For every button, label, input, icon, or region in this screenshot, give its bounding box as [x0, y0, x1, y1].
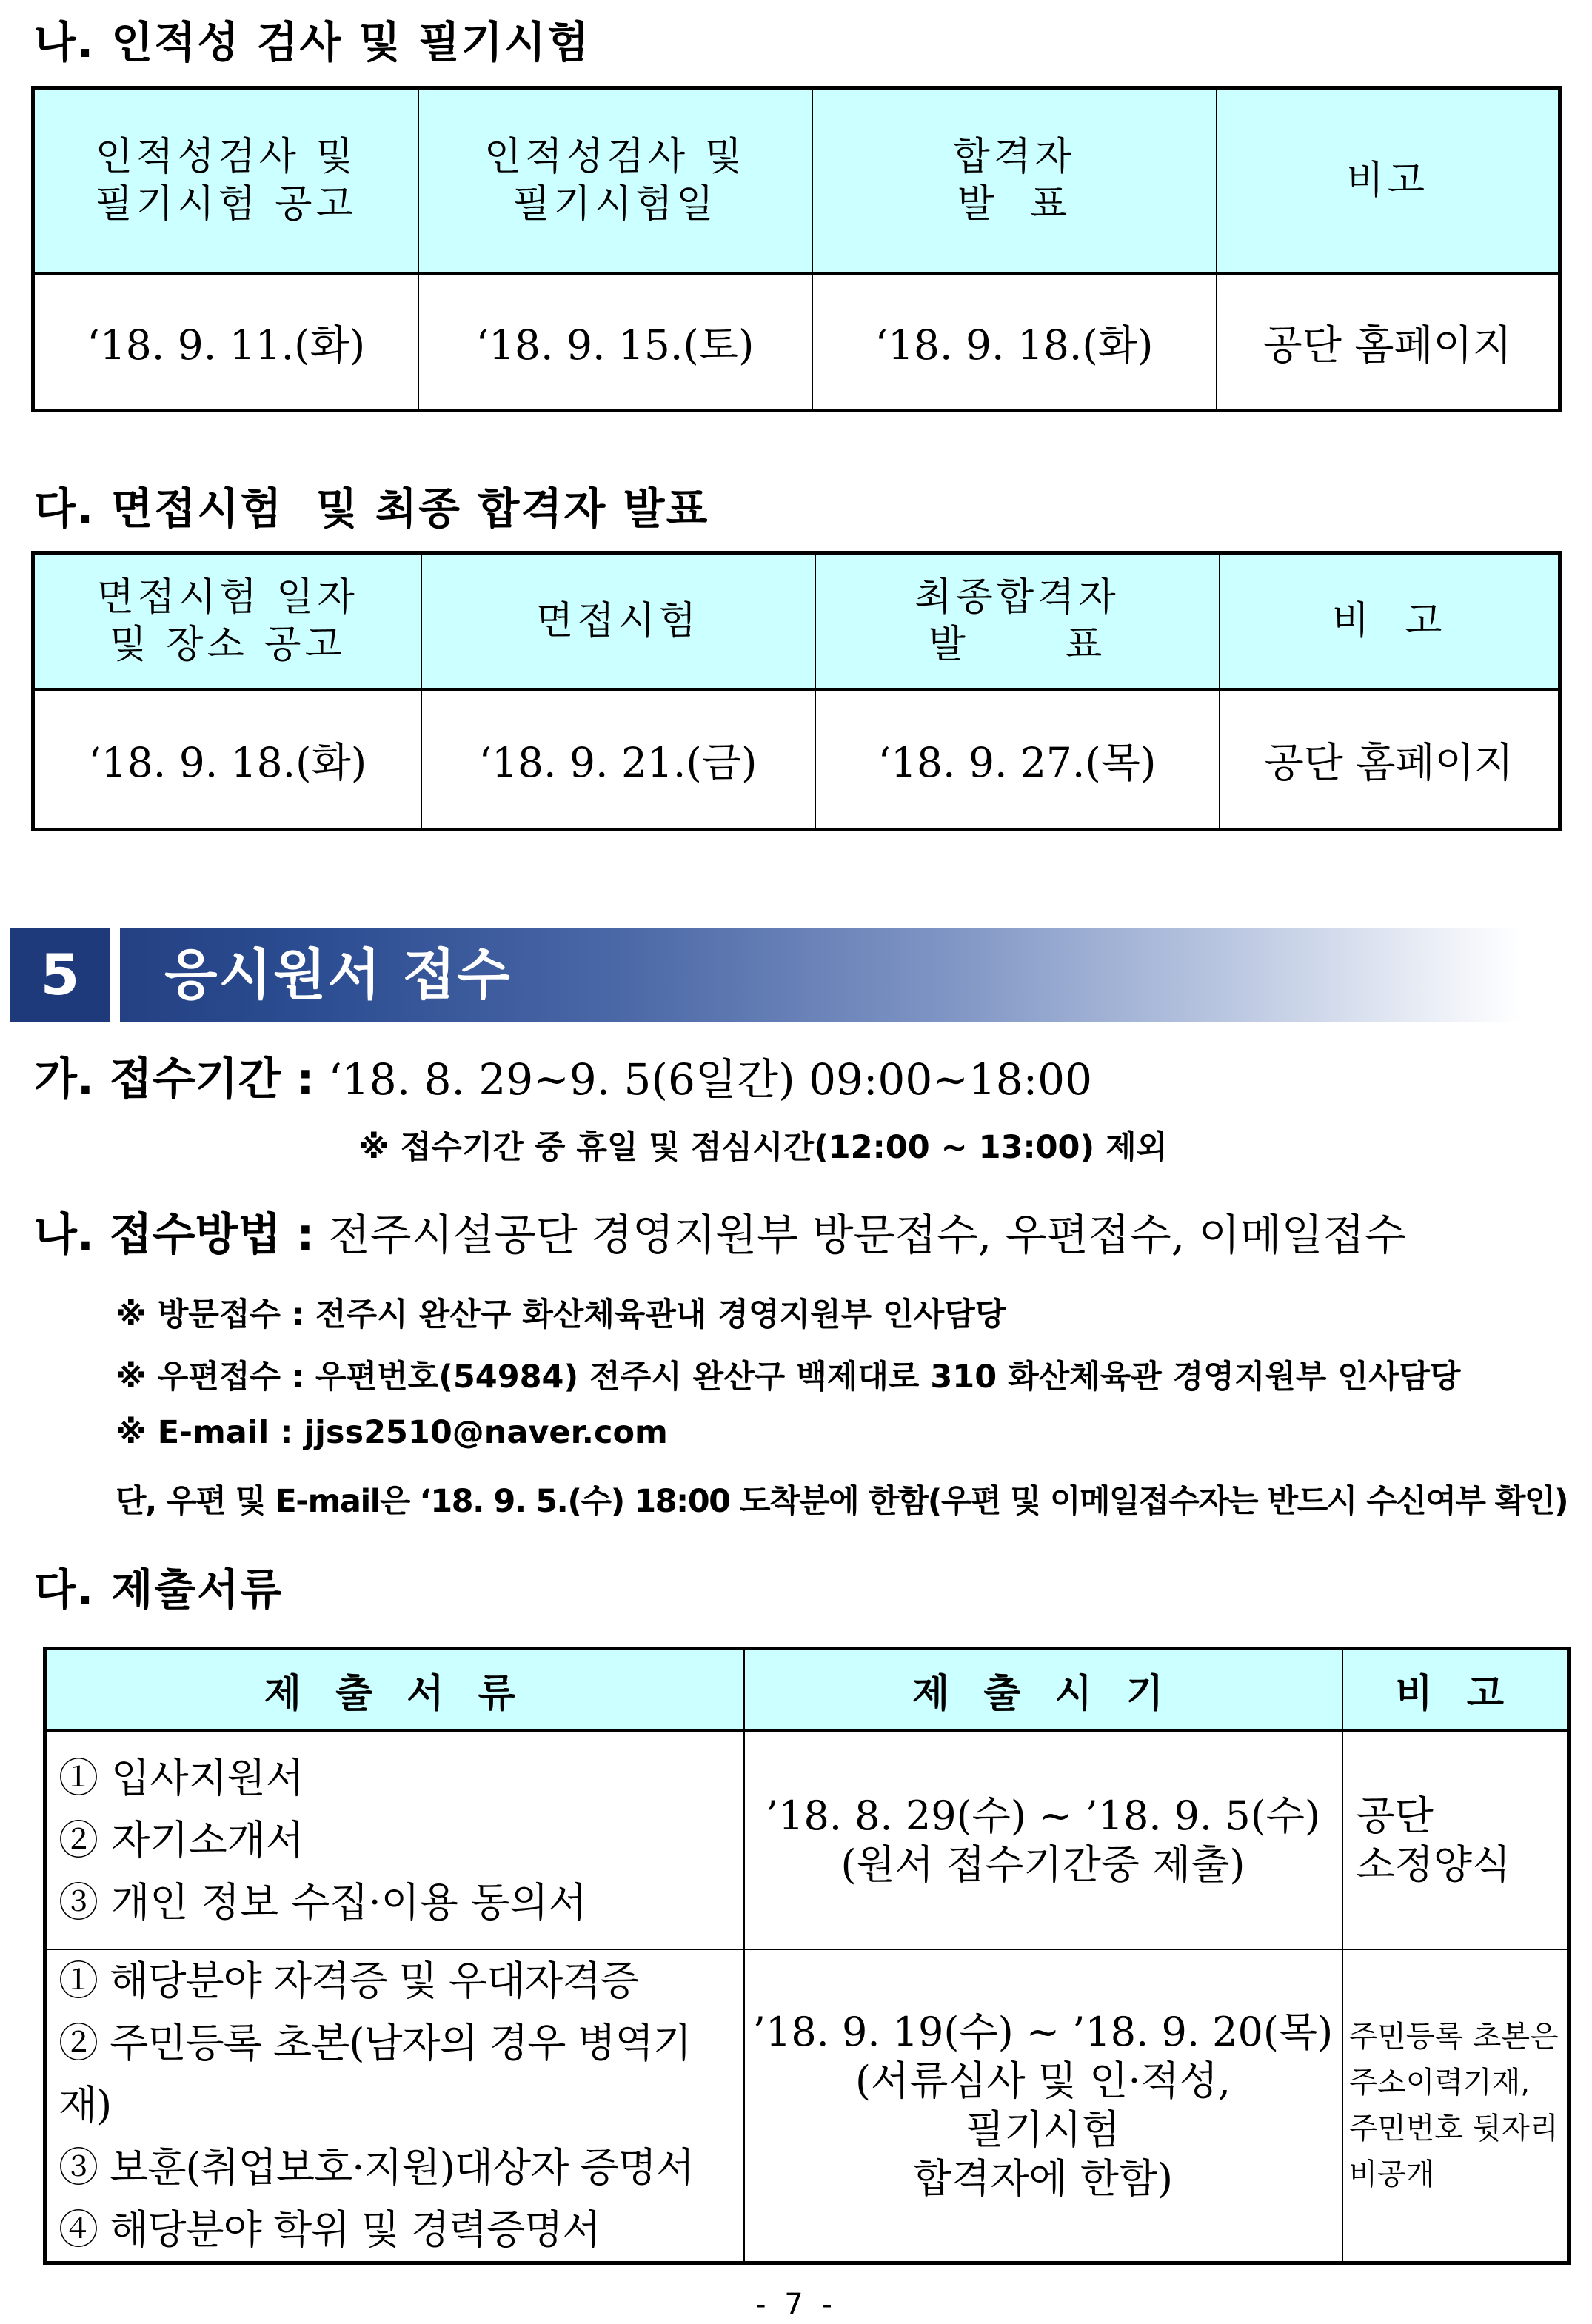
header-cell: 인적성검사 및 필기시험 공고	[33, 88, 418, 273]
doc-remark-cell: 공단 소정양식	[1342, 1730, 1569, 1949]
header-cell: 인적성검사 및 필기시험일	[418, 88, 812, 273]
value-cell: ‘18. 9. 21.(금)	[421, 689, 815, 830]
header-cell: 최종합격자 발 표	[815, 553, 1220, 689]
method-label: 나. 접수방법 :	[34, 1209, 315, 1261]
schedule-table-interview	[31, 551, 1562, 831]
page-number: - 7 -	[755, 2288, 837, 2322]
section-da-title: 다. 면접시험 및 최종 합격자 발표	[34, 483, 709, 534]
period-label: 가. 접수기간 :	[34, 1054, 315, 1105]
header-cell: 면접시험	[421, 553, 815, 689]
header-cell: 비 고	[1342, 1649, 1569, 1731]
period-line	[34, 1044, 1092, 1108]
period-value: ‘18. 8. 29~9. 5(6일간) 09:00∼18:00	[328, 1054, 1092, 1105]
doc-items-cell: ① 입사지원서 ② 자기소개서 ③ 개인 정보 수집·이용 동의서	[45, 1730, 744, 1949]
value-cell: ‘18. 9. 18.(화)	[812, 273, 1217, 411]
table-row	[45, 1730, 1569, 1949]
doc-remark-cell: 주민등록 초본은 주소이력기재, 주민번호 뒷자리 비공개	[1342, 1949, 1569, 2263]
method-line	[34, 1199, 1406, 1263]
documents-table	[43, 1647, 1571, 2265]
table-row	[45, 1949, 1569, 2263]
section-na-title: 나. 인적성 검사 및 필기시험	[34, 17, 591, 67]
value-cell: 공단 홈페이지	[1220, 689, 1560, 830]
section-5-banner	[10, 928, 1521, 1022]
docs-title: 다. 제출서류	[34, 1564, 284, 1615]
section-5-title: 응시원서 접수	[164, 943, 512, 1007]
method-note-post: ※ 우편접수 : 우편번호(54984) 전주시 완산구 백제대로 310 화산체육관 경영지원부 인사담당	[116, 1359, 1461, 1396]
banner-divider	[110, 928, 120, 1022]
value-cell: ‘18. 9. 18.(화)	[33, 689, 421, 830]
doc-period-cell: ’18. 9. 19(수) ~ ’18. 9. 20(목) (서류심사 및 인·적성, 필기시험 합격자에 한함)	[744, 1949, 1342, 2263]
header-cell: 비 고	[1220, 553, 1560, 689]
method-value: 전주시설공단 경영지원부 방문접수, 우편접수, 이메일접수	[328, 1210, 1406, 1260]
header-cell: 합격자 발 표	[812, 88, 1217, 273]
value-cell: ‘18. 9. 11.(화)	[33, 273, 418, 411]
header-cell: 비고	[1217, 88, 1560, 273]
schedule-table-written	[31, 86, 1562, 412]
period-note: ※ 접수기간 중 휴일 및 점심시간(12:00 ~ 13:00) 제외	[358, 1129, 1168, 1166]
method-note-visit: ※ 방문접수 : 전주시 완산구 화산체육관내 경영지원부 인사담당	[116, 1296, 1006, 1333]
method-note-deadline: 단, 우편 및 E-mail은 ‘18. 9. 5.(수) 18:00 도착분에 한함(우편 및 이메일접수자는 반드시 수신여부 확인)	[116, 1483, 1568, 1520]
value-cell: 공단 홈페이지	[1217, 273, 1560, 411]
header-cell: 제 출 서 류	[45, 1649, 744, 1731]
value-cell: ‘18. 9. 27.(목)	[815, 689, 1220, 830]
header-cell: 제 출 시 기	[744, 1649, 1342, 1731]
doc-items-cell: ① 해당분야 자격증 및 우대자격증 ② 주민등록 초본(남자의 경우 병역기재) ③ 보훈(취업보호·지원)대상자 증명서 ④ 해당분야 학위 및 경력증명서	[45, 1949, 744, 2263]
value-cell: ‘18. 9. 15.(토)	[418, 273, 812, 411]
method-note-email: ※ E-mail : jjss2510@naver.com	[116, 1414, 668, 1451]
section-number: 5	[10, 928, 110, 1022]
doc-period-cell: ’18. 8. 29(수) ~ ’18. 9. 5(수) (원서 접수기간중 제출)	[744, 1730, 1342, 1949]
header-cell: 면접시험 일자 및 장소 공고	[33, 553, 421, 689]
